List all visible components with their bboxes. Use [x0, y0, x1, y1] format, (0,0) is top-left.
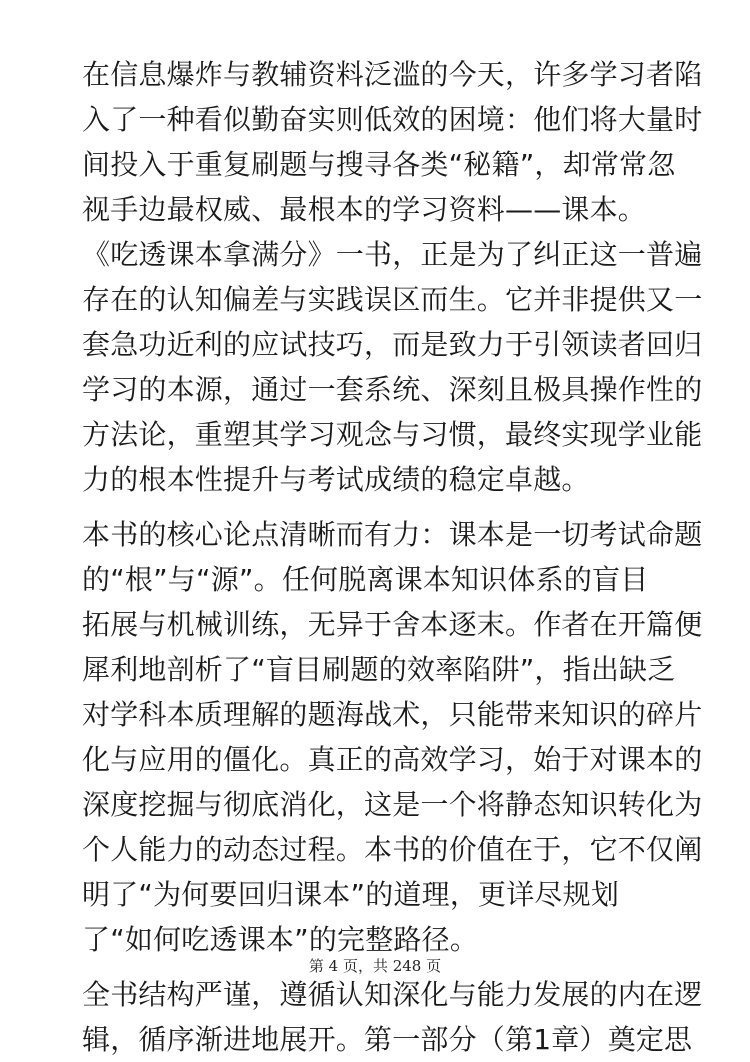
paragraph-spacer [82, 502, 682, 512]
paragraph-intro [82, 52, 703, 502]
text-line: 本书的核心论点清晰而有力：课本是一切考试命题 [82, 518, 703, 551]
text-line: 存在的认知偏差与实践误区而生。它并非提供又一 [82, 283, 703, 316]
text-line: 犀利地剖析了“盲目刷题的效率陷阱”，指出缺乏 [82, 653, 676, 686]
text-line: 拓展与机械训练，无异于舍本逐末。作者在开篇便 [82, 608, 703, 641]
page-number-footer: 第 4 页，共 248 页 [308, 957, 442, 975]
text-line: 明了“为何要回归课本”的道理，更详尽规划 [82, 878, 620, 911]
text-line: 深度挖掘与彻底消化，这是一个将静态知识转化为 [82, 788, 703, 821]
text-line: 辑，循序渐进地展开。第一部分（第1章）奠定思 [82, 1023, 693, 1056]
text-line: 套急功近利的应试技巧，而是致力于引领读者回归 [82, 328, 703, 361]
text-line: 入了一种看似勤奋实则低效的困境：他们将大量时 [82, 103, 703, 136]
text-line: 化与应用的僵化。真正的高效学习，始于对课本的 [82, 743, 703, 776]
paragraph-core-argument [82, 512, 703, 962]
text-line: 力的根本性提升与考试成绩的稳定卓越。 [82, 463, 590, 496]
text-line: 的“根”与“源”。任何脱离课本知识体系的盲目 [82, 563, 649, 596]
text-line: 视手边最权威、最根本的学习资料——课本。 [82, 193, 647, 226]
text-line: 间投入于重复刷题与搜寻各类“秘籍”，却常常忽 [82, 148, 676, 181]
text-line: 个人能力的动态过程。本书的价值在于，它不仅阐 [82, 833, 703, 866]
text-line: 了“如何吃透课本”的完整路径。 [82, 923, 479, 956]
text-line: 全书结构严谨，遵循认知深化与能力发展的内在逻 [82, 978, 703, 1011]
text-line: 《吃透课本拿满分》一书，正是为了纠正这一普遍 [82, 238, 703, 271]
paragraph-structure [82, 972, 703, 1062]
text-line: 在信息爆炸与教辅资料泛滥的今天，许多学习者陷 [82, 58, 703, 91]
body-text [82, 52, 703, 1062]
text-line: 对学科本质理解的题海战术，只能带来知识的碎片 [82, 698, 703, 731]
text-line: 学习的本源，通过一套系统、深刻且极具操作性的 [82, 373, 703, 406]
text-line: 方法论，重塑其学习观念与习惯，最终实现学业能 [82, 418, 703, 451]
